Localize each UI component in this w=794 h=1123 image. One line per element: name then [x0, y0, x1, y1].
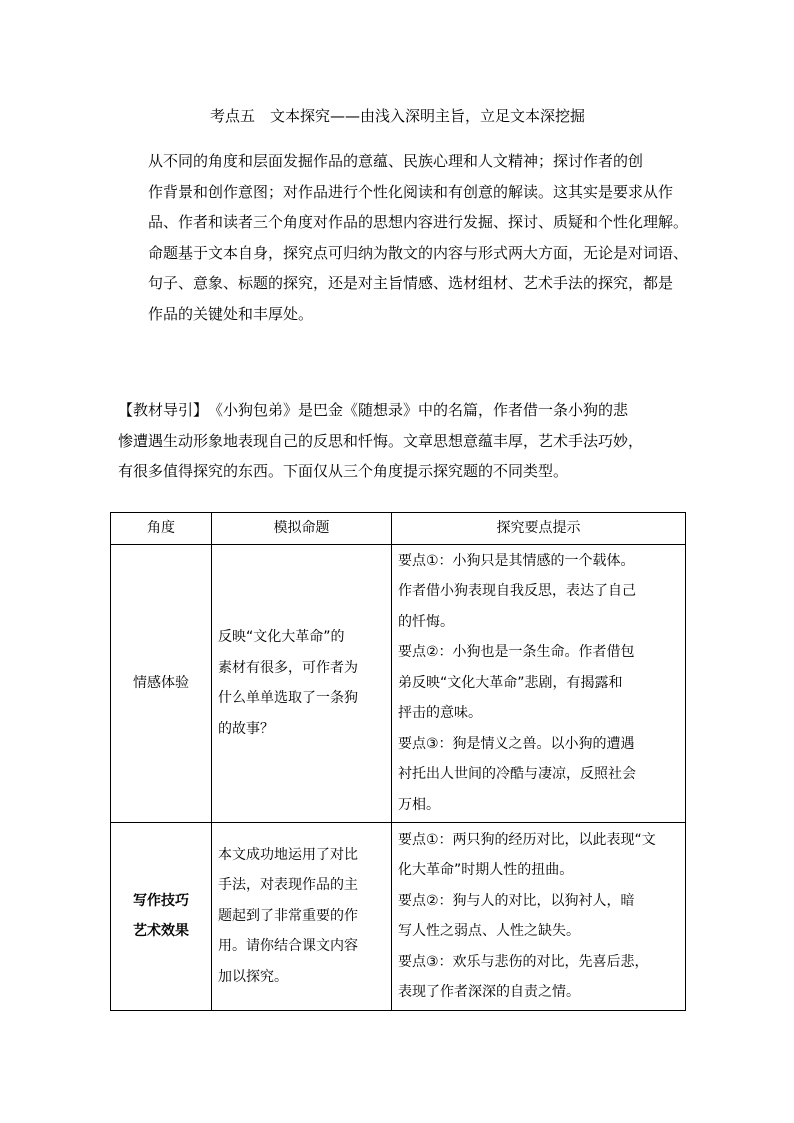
text-line: 命题基于文本自身，探究点可归纳为散文的内容与形式两大方面，无论是对词语、 — [148, 243, 689, 262]
column-header-prompt: 模拟命题 — [212, 513, 392, 545]
point-line: 要点②：狗与人的对比，以狗衬人，暗 — [398, 892, 635, 909]
table-header-row — [111, 513, 686, 545]
prompt-line: 什么单单选取了一条狗 — [218, 690, 358, 706]
prompt-cell — [212, 544, 392, 822]
point-line: 万相。 — [398, 796, 440, 813]
prompt-line: 本文成功地运用了对比 — [218, 846, 358, 863]
column-header-points: 探究要点提示 — [392, 513, 686, 545]
text-line: 从不同的角度和层面发掘作品的意蕴、民族心理和人文精神；探讨作者的创 — [148, 152, 644, 170]
angle-label: 艺术效果 — [133, 923, 189, 939]
text-line: 有很多值得探究的东西。下面仅从三个角度提示探究题的不同类型。 — [118, 462, 569, 480]
point-line: 表现了作者深深的自责之情。 — [398, 984, 580, 1000]
point-line: 写人性之弱点、人性之缺失。 — [398, 923, 580, 939]
point-line: 要点①：两只狗的经历对比，以此表现“文 — [398, 831, 656, 848]
text-line: 句子、意象、标题的探究，还是对主旨情感、选材组材、艺术手法的探究，都是 — [148, 274, 674, 292]
section-title: 考点五 文本探究——由浅入深明主旨，立足文本深挖掘 — [209, 107, 585, 125]
text-line: 作背景和创作意图；对作品进行个性化阅读和有创意的解读。这其实是要求从作 — [148, 182, 674, 201]
point-line: 化大革命”时期人性的扭曲。 — [398, 862, 574, 878]
point-line: 衬托出人世间的冷酷与凄凉，反照社会 — [398, 766, 636, 783]
angle-label: 情感体验 — [133, 674, 189, 691]
exploration-table — [110, 512, 686, 1011]
angle-cell — [111, 822, 212, 1010]
angle-cell — [111, 544, 212, 822]
point-line: 抨击的意味。 — [398, 705, 482, 722]
text-line: 品、作者和读者三个角度对作品的思想内容进行发掘、探讨、质疑和个性化理解。 — [148, 213, 689, 231]
prompt-line: 反映“文化大革命”的 — [218, 629, 345, 645]
prompt-line: 用。请你结合课文内容 — [218, 938, 358, 955]
point-line: 要点①：小狗只是其情感的一个载体。 — [398, 552, 635, 569]
prompt-cell — [212, 822, 392, 1010]
column-header-angle: 角度 — [111, 513, 212, 545]
point-line: 的忏悔。 — [398, 613, 454, 630]
prompt-line: 素材有很多，可作者为 — [218, 659, 358, 676]
points-cell — [392, 544, 686, 822]
prompt-line: 题起到了非常重要的作 — [218, 907, 358, 924]
point-line: 要点②：小狗也是一条生命。作者借包 — [398, 644, 635, 661]
points-cell — [392, 822, 686, 1010]
angle-label: 写作技巧 — [133, 893, 189, 909]
table-row — [111, 544, 686, 822]
point-line: 要点③：欢乐与悲伤的对比，先喜后悲， — [398, 953, 649, 970]
point-line: 作者借小狗表现自我反思，表达了自己 — [398, 583, 636, 600]
prompt-line: 手法，对表现作品的主 — [218, 877, 358, 894]
text-line: 作品的关键处和丰厚处。 — [148, 304, 314, 323]
text-line: 惨遭遇生动形象地表现自己的反思和忏悔。文章思想意蕴丰厚，艺术手法巧妙， — [118, 431, 644, 450]
point-line: 要点③：狗是情义之兽。以小狗的遭遇 — [398, 735, 635, 752]
text-line: 【教材导引】 《小狗包弟》是巴金《随想录》中的名篇，作者借一条小狗的悲 — [118, 401, 629, 419]
guide-paragraph — [118, 395, 686, 487]
table-row — [111, 822, 686, 1010]
prompt-line: 加以探究。 — [218, 968, 288, 985]
point-line: 弟反映“文化大革命”悲剧，有揭露和 — [398, 674, 623, 691]
prompt-line: 的故事？ — [218, 720, 274, 737]
intro-paragraph — [118, 146, 689, 329]
